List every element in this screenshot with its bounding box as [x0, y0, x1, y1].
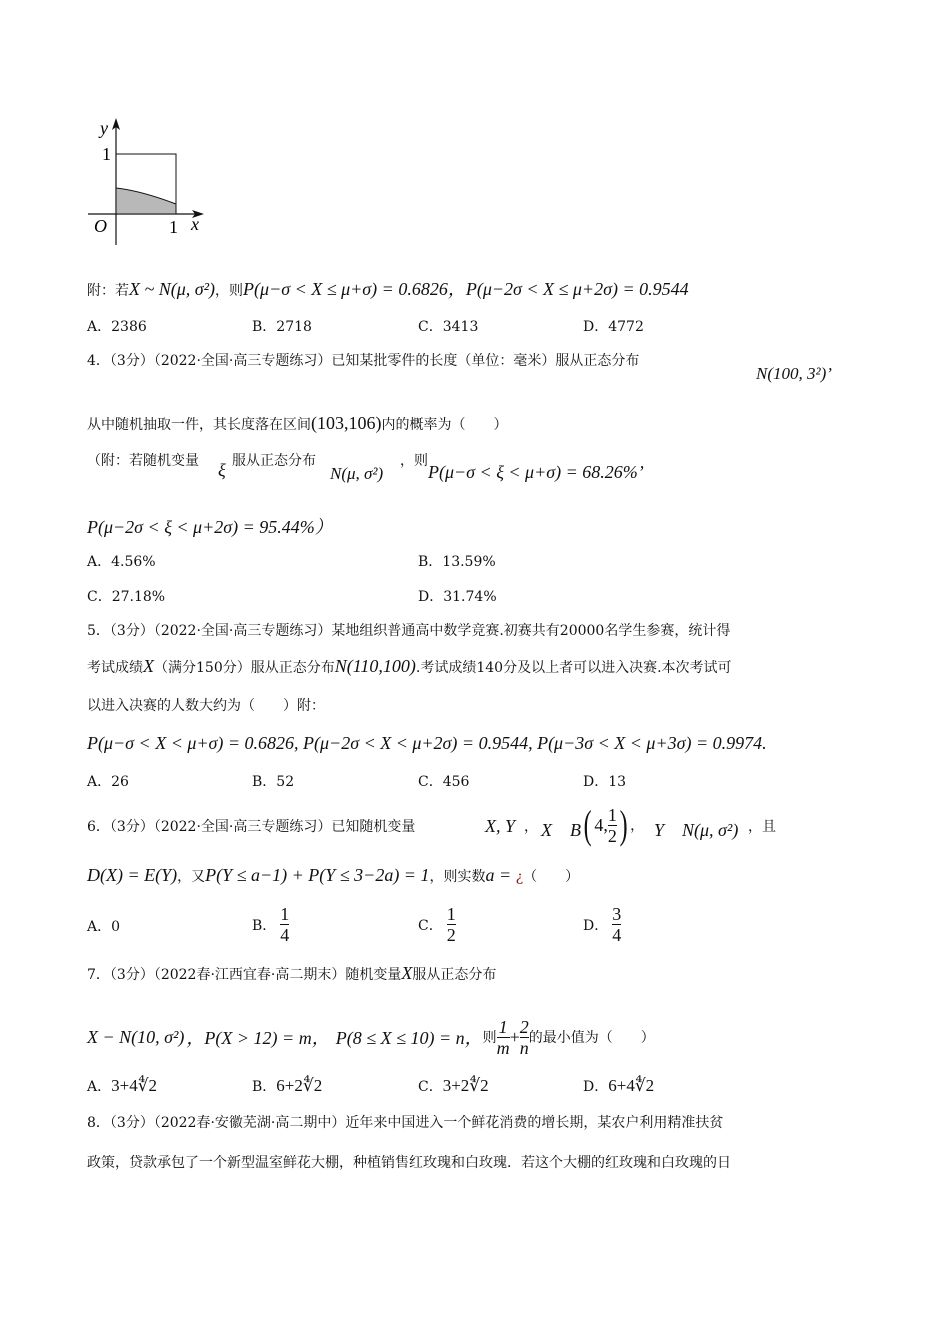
- q7-frac-1: $\frac{1}{m}$: [496, 1016, 510, 1058]
- q6-stem-line1: 6．（3分）（2022·全国·高三专题练习）已知随机变量: [87, 819, 416, 835]
- q4-dist: N(100, 3²)’: [756, 364, 832, 383]
- q3-option-a[interactable]: A．2386: [87, 319, 147, 335]
- q6-xb: X B: [541, 820, 581, 840]
- q4-option-d[interactable]: D．31.74%: [418, 589, 497, 605]
- q6-b-n: 4,: [594, 814, 608, 835]
- q5-dist: N(110,100): [334, 656, 416, 676]
- q7-option-c[interactable]: C．3+2∜2: [418, 1076, 489, 1095]
- q4-xi: ξ: [218, 460, 226, 480]
- q5-option-b[interactable]: B．52: [252, 774, 295, 790]
- q3-note-prefix: 附：若: [87, 283, 129, 299]
- q3-option-d[interactable]: D．4772: [583, 319, 644, 335]
- q5-stem-line1: 5．（3分）（2022·全国·高三专题练习）某地组织普通高中数学竞赛.初赛共有20000名学生参赛，统计得: [87, 623, 731, 639]
- y-one-label: 1: [102, 144, 111, 164]
- shaded-region: [116, 188, 176, 214]
- q7-option-a[interactable]: A．3+4∜2: [87, 1076, 158, 1095]
- q8-stem-line2: 政策，贷款承包了一个新型温室鲜花大棚，种植销售红玫瑰和白玫瑰．若这个大棚的红玫瑰和白玫瑰的日: [87, 1155, 731, 1171]
- q3-option-c[interactable]: C．3413: [418, 319, 479, 335]
- q4-option-b[interactable]: B．13.59%: [418, 554, 496, 570]
- q3-option-b[interactable]: B．2718: [252, 319, 312, 335]
- q5-formula: P(μ−σ < X < μ+σ) = 0.6826, P(μ−2σ < X < μ+2σ) = 0.9544, P(μ−3σ < X < μ+3σ) = 0.9974.: [87, 733, 767, 753]
- q4-note-c: ，则: [400, 453, 428, 469]
- q3-p2: P(μ−2σ < X ≤ μ+2σ) = 0.9544: [465, 279, 689, 299]
- q5-stem-line2: 考试成绩X（满分150分）服从正态分布N(110,100).考试成绩140分及以上者可以进入决赛.本次考试可: [87, 656, 732, 676]
- q4-interval: (103,106): [311, 413, 382, 433]
- q6-qmark: ¿: [515, 869, 524, 885]
- q3-note-then: ，则: [215, 283, 244, 299]
- q8-stem-line1: 8．（3分）（2022春·安徽芜湖·高二期中）近年来中国进入一个鲜花消费的增长期，某农户利用精准扶贫: [87, 1115, 724, 1131]
- y-label: y: [100, 118, 108, 138]
- q4-note-p2: P(μ−2σ < ξ < μ+2σ) = 95.44%）: [87, 517, 333, 537]
- origin-label: O: [94, 216, 107, 236]
- q6-option-a[interactable]: A．0: [87, 919, 121, 935]
- area-figure: [80, 110, 220, 250]
- q6-stem-line2: D(X) = E(Y)，又P(Y ≤ a−1) + P(Y ≤ 3−2a) = 1，则实数a = ¿（ ）: [87, 865, 580, 885]
- q4-note-p1: P(μ−σ < ξ < μ+σ) = 68.26%’: [428, 462, 644, 482]
- q3-note-dist: X ~ N(μ, σ²): [129, 279, 216, 299]
- q6-b-params: ( 4, $\frac{1}{2}$ ) ，: [583, 802, 645, 847]
- q6-option-d[interactable]: D． $\frac{3}{4}$: [583, 904, 622, 945]
- q6-vars: X, Y: [485, 816, 516, 836]
- q7-option-b[interactable]: B．6+2∜2: [252, 1076, 323, 1095]
- q5-option-d[interactable]: D．13: [583, 774, 627, 790]
- q4-option-c[interactable]: C．27.18%: [87, 589, 166, 605]
- x-label: x: [191, 214, 199, 234]
- q7-option-d[interactable]: D．6+4∜2: [583, 1076, 655, 1095]
- q6-yn: Y N(μ, σ²): [654, 820, 739, 840]
- q3-note: [87, 280, 689, 300]
- q6-option-b[interactable]: B． $\frac{1}{4}$: [252, 904, 290, 945]
- q5-option-c[interactable]: C．456: [418, 774, 470, 790]
- q5-x: X: [143, 656, 154, 676]
- q7-stem-line1: 7．（3分）（2022春·江西宜春·高二期末）随机变量X服从正态分布: [87, 963, 497, 983]
- q5-option-a[interactable]: A．26: [87, 774, 129, 790]
- q4-stem-line1: 4．（3分）（2022·全国·高三专题练习）已知某批零件的长度（单位：毫米）服从正态分布: [87, 353, 640, 369]
- q4-note-b: 服从正态分布: [232, 453, 316, 469]
- q4-note-dist: N(μ, σ²): [330, 464, 384, 483]
- q7-stem-line2: X − N(10, σ²) ，P(X > 12) = m， P(8 ≤ X ≤ 10) = n， 则 $\frac{1}{m}$ + $\frac{2}{n}$ 的最小值为（ ）: [87, 1016, 655, 1058]
- x-one-label: 1: [169, 217, 178, 237]
- q7-frac-2: $\frac{2}{n}$: [519, 1016, 529, 1058]
- q4-note-a: （附：若随机变量: [87, 453, 199, 469]
- q6-option-c[interactable]: C． $\frac{1}{2}$: [418, 904, 456, 945]
- q7-x: X: [401, 963, 413, 983]
- q4-stem-line2: 从中随机抽取一件，其长度落在区间(103,106)内的概率为（ ）: [87, 413, 508, 433]
- q6-and: ，且: [748, 819, 776, 835]
- q3-p1: P(μ−σ < X ≤ μ+σ) = 0.6826，: [243, 279, 466, 299]
- q5-stem-line3: 以进入决赛的人数大约为（ ）附：: [87, 698, 325, 714]
- q7-plus: +: [509, 1026, 520, 1047]
- q4-option-a[interactable]: A．4.56%: [87, 554, 156, 570]
- q6-comma: ，: [524, 819, 538, 835]
- q6-b-p: $\frac{1}{2}$: [607, 804, 617, 846]
